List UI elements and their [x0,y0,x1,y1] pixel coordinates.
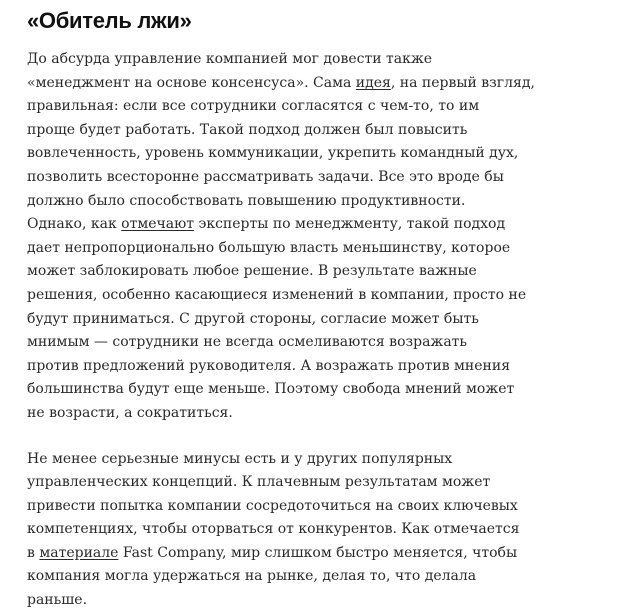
text-line: не возрасти, а сократиться. [27,404,233,421]
idea-link[interactable]: идея [355,74,391,91]
text-line: большинства будут еще меньше. Поэтому свобода мнений может [27,381,515,398]
text-line: До абсурда управление компанией мог довести также [27,51,432,67]
text-line: мнимым — сотрудники не всегда осмеливаются возражать [27,334,468,351]
text-line: раньше. [27,592,88,609]
text-line: правильная: если все сотрудники согласятся с чем-то, то им [27,98,480,115]
text-line [27,72,567,96]
fast-company-material-link[interactable]: материале [39,544,119,561]
text-fragment: Fast Company, мир слишком быстро меняется, чтобы [118,544,518,561]
text-line: вовлеченность, уровень коммуникации, укрепить командный дух, [27,145,519,162]
text-line [27,542,567,566]
text-line: должно было способствовать повышению продуктивности. [27,192,466,209]
text-line [27,213,567,237]
text-line: будут приниматься. С другой стороны, согласие может быть [27,310,479,327]
text-line: проще будет работать. Такой подход должен был повысить [27,121,468,138]
text-line: привести попытка компании сосредоточиться на своих ключевых [27,497,518,514]
text-fragment: в [27,544,40,561]
section-heading: «Обитель лжи» [27,8,192,33]
article [27,0,567,613]
text-line: позволить всесторонне рассматривать задачи. Все это вроде бы [27,168,504,185]
text-line: дает непропорционально большую власть меньшинству, которое [27,239,511,256]
paragraph-core-competencies [27,448,567,613]
text-line: может заблокировать любое решение. В результате важные [27,263,477,280]
text-line: управленческих концепций. К плачевным результатам может [27,474,491,491]
text-line: компетенциях, чтобы оторваться от конкурентов. Как отмечается [27,521,520,538]
experts-note-link[interactable]: отмечают [121,216,195,233]
text-fragment: «менеджмент на основе консенсуса». Сама [27,74,356,91]
text-fragment: эксперты по менеджменту, такой подход [194,216,506,233]
text-line: компания могла удержаться на рынке, делая то, что делала [27,568,477,585]
text-line: Не менее серьезные минусы есть и у других популярных [27,450,453,467]
text-line: против предложений руководителя. А возражать против мнения [27,357,511,374]
text-line: решения, особенно касающиеся изменений в компании, просто не [27,286,527,303]
text-fragment: , на первый взгляд, [390,74,535,91]
text-fragment: Однако, как [27,216,122,233]
paragraph-consensus [27,48,567,426]
